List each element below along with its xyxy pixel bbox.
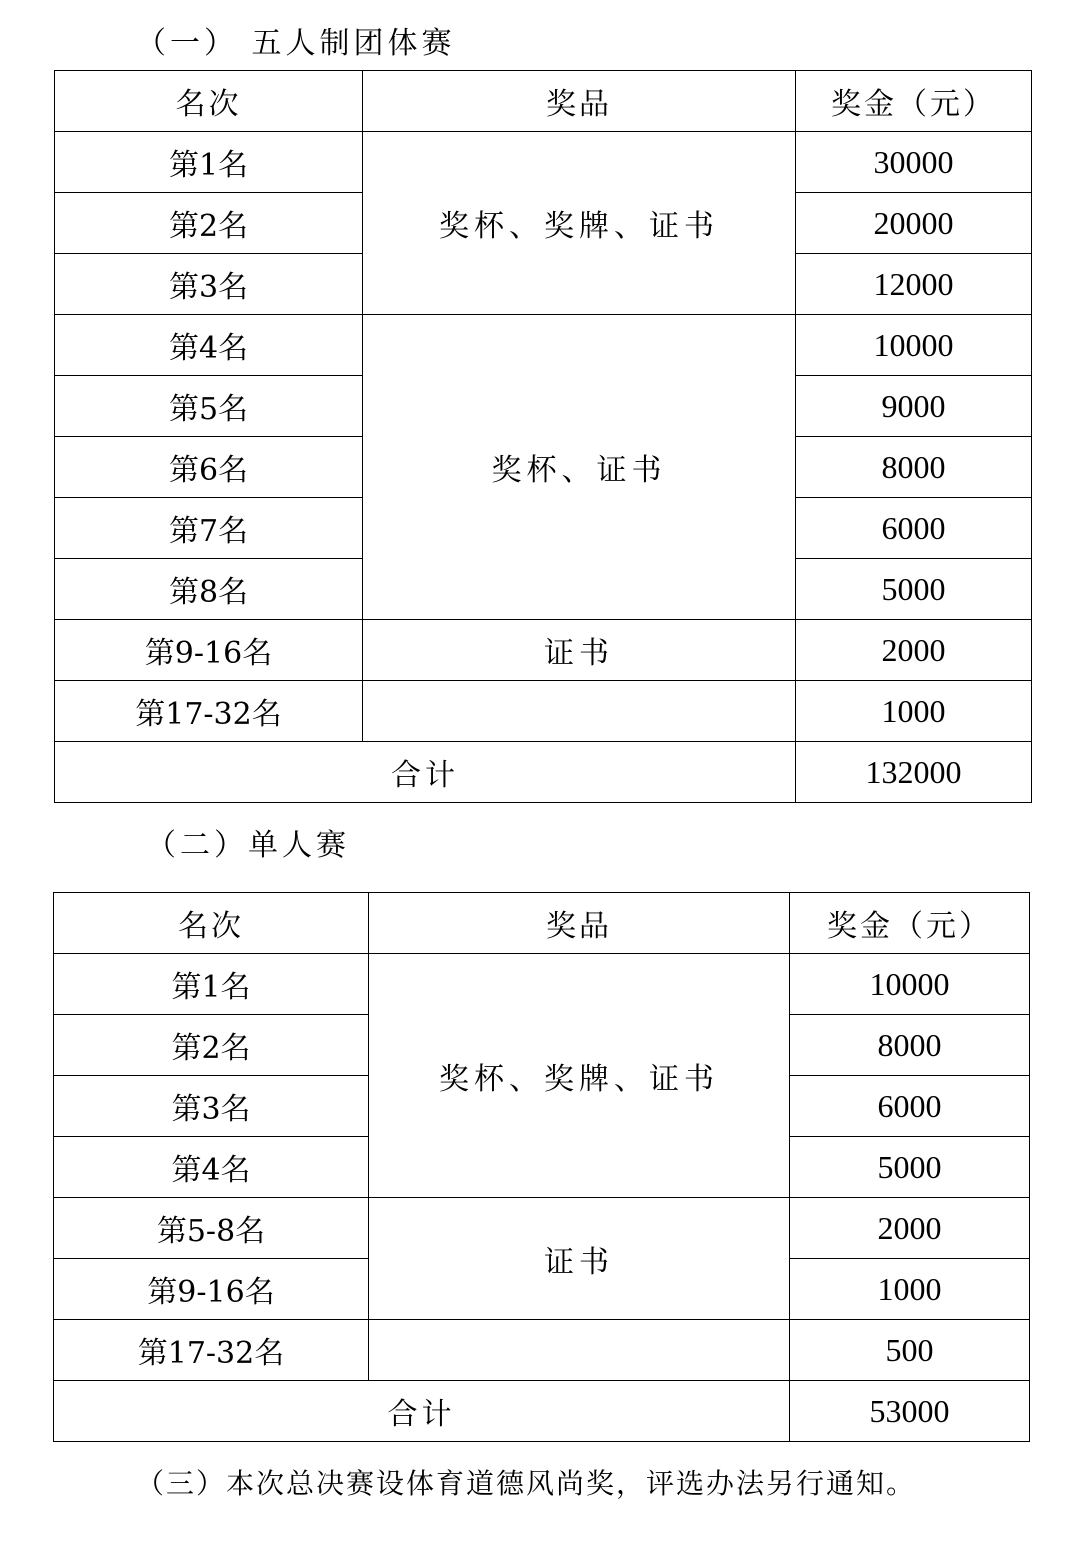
prize-cell: 30000 bbox=[796, 132, 1032, 193]
table-row bbox=[55, 315, 1032, 376]
rank-cell: 第5-8名 bbox=[54, 1198, 369, 1259]
prize-cell: 12000 bbox=[796, 254, 1032, 315]
table-header-row bbox=[55, 71, 1032, 132]
table-row bbox=[54, 1198, 1030, 1259]
prize-cell: 6000 bbox=[796, 498, 1032, 559]
award-cell: 证书 bbox=[363, 620, 796, 681]
prize-cell: 5000 bbox=[796, 559, 1032, 620]
rank-cell: 第2名 bbox=[54, 1015, 369, 1076]
total-value: 53000 bbox=[790, 1381, 1030, 1442]
prize-cell: 10000 bbox=[790, 954, 1030, 1015]
rank-cell: 第9-16名 bbox=[55, 620, 363, 681]
team-prize-table bbox=[54, 70, 1032, 803]
award-cell bbox=[369, 1320, 790, 1381]
prize-cell: 1000 bbox=[790, 1259, 1030, 1320]
table-row bbox=[54, 954, 1030, 1015]
award-cell: 奖杯、奖牌、证书 bbox=[363, 132, 796, 315]
rank-cell: 第3名 bbox=[55, 254, 363, 315]
rank-cell: 第7名 bbox=[55, 498, 363, 559]
table-header-row bbox=[54, 893, 1030, 954]
team-section-heading: （一） 五人制团体赛 bbox=[136, 26, 456, 61]
award-cell: 奖杯、奖牌、证书 bbox=[369, 954, 790, 1198]
rank-cell: 第17-32名 bbox=[55, 681, 363, 742]
table-row bbox=[55, 620, 1032, 681]
rank-cell: 第17-32名 bbox=[54, 1320, 369, 1381]
rank-cell: 第2名 bbox=[55, 193, 363, 254]
prize-cell: 5000 bbox=[790, 1137, 1030, 1198]
single-section-heading: （二）单人赛 bbox=[146, 828, 350, 863]
prize-cell: 6000 bbox=[790, 1076, 1030, 1137]
table-total-row bbox=[55, 742, 1032, 803]
prize-cell: 8000 bbox=[790, 1015, 1030, 1076]
prize-cell: 500 bbox=[790, 1320, 1030, 1381]
table-row bbox=[54, 1320, 1030, 1381]
header-award: 奖品 bbox=[363, 71, 796, 132]
rank-cell: 第3名 bbox=[54, 1076, 369, 1137]
table-row bbox=[55, 132, 1032, 193]
prize-cell: 8000 bbox=[796, 437, 1032, 498]
rank-cell: 第1名 bbox=[55, 132, 363, 193]
header-prize: 奖金（元） bbox=[796, 71, 1032, 132]
table-total-row bbox=[54, 1381, 1030, 1442]
note-paragraph: （三）本次总决赛设体育道德风尚奖，评选办法另行通知。 bbox=[136, 1467, 917, 1500]
award-cell: 奖杯、证书 bbox=[363, 315, 796, 620]
header-prize: 奖金（元） bbox=[790, 893, 1030, 954]
table-row bbox=[55, 681, 1032, 742]
header-rank: 名次 bbox=[55, 71, 363, 132]
rank-cell: 第9-16名 bbox=[54, 1259, 369, 1320]
rank-cell: 第4名 bbox=[55, 315, 363, 376]
prize-cell: 20000 bbox=[796, 193, 1032, 254]
prize-cell: 9000 bbox=[796, 376, 1032, 437]
rank-cell: 第4名 bbox=[54, 1137, 369, 1198]
rank-cell: 第1名 bbox=[54, 954, 369, 1015]
award-cell: 证书 bbox=[369, 1198, 790, 1320]
prize-cell: 2000 bbox=[796, 620, 1032, 681]
rank-cell: 第8名 bbox=[55, 559, 363, 620]
single-prize-table bbox=[53, 892, 1030, 1442]
total-label: 合计 bbox=[54, 1381, 790, 1442]
prize-cell: 10000 bbox=[796, 315, 1032, 376]
rank-cell: 第5名 bbox=[55, 376, 363, 437]
prize-cell: 2000 bbox=[790, 1198, 1030, 1259]
total-label: 合计 bbox=[55, 742, 796, 803]
header-rank: 名次 bbox=[54, 893, 369, 954]
total-value: 132000 bbox=[796, 742, 1032, 803]
header-award: 奖品 bbox=[369, 893, 790, 954]
prize-cell: 1000 bbox=[796, 681, 1032, 742]
award-cell bbox=[363, 681, 796, 742]
rank-cell: 第6名 bbox=[55, 437, 363, 498]
